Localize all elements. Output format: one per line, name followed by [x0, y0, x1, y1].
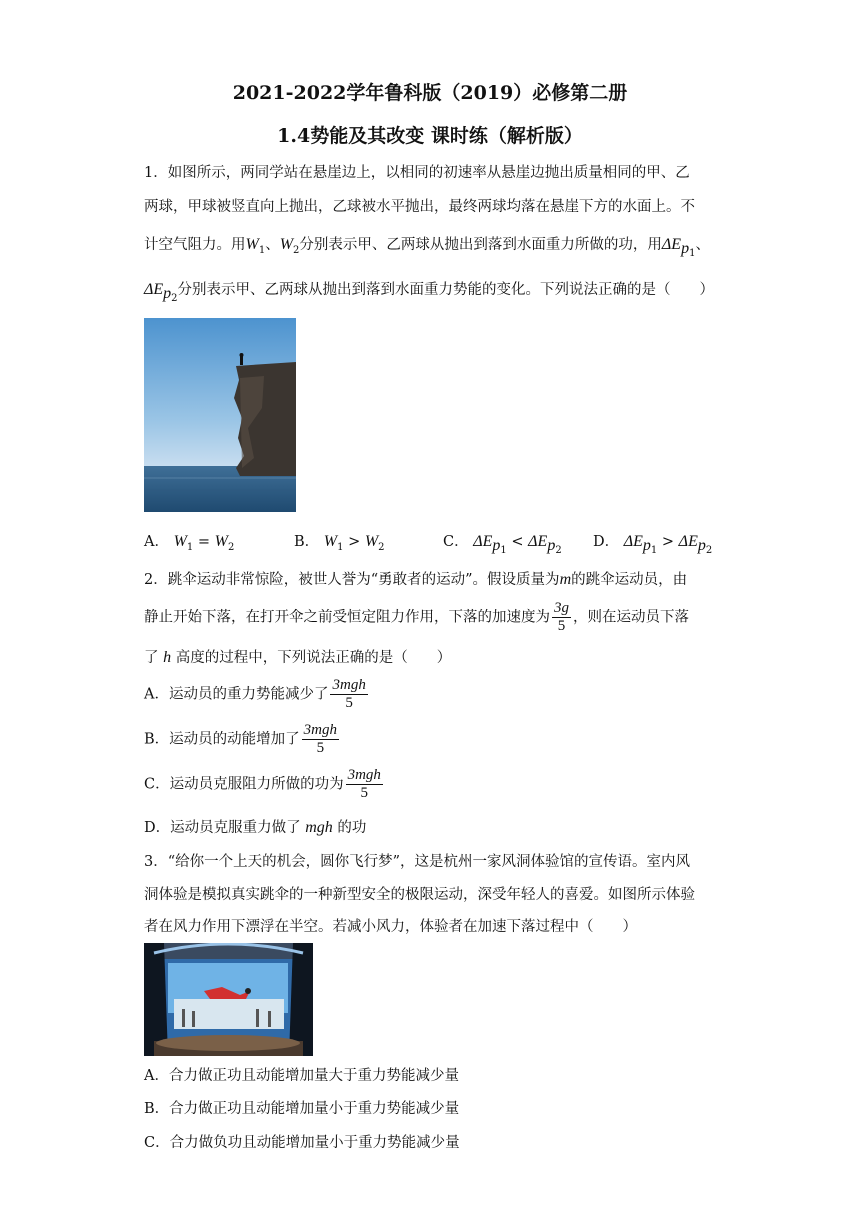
wind-tunnel-photo	[144, 943, 313, 1056]
q1-line-2: 两球，甲球被竖直向上抛出，乙球被水平抛出，最终两球均落在悬崖下方的水面上。不	[144, 199, 695, 215]
document-subtitle: 1.4势能及其改变 课时练（解析版）	[277, 125, 583, 147]
q2-option-b[interactable]: B．运动员的动能增加了 $\frac{\text{3mgh}}{5}$	[144, 722, 337, 756]
q2-line-2: 静止开始下落，在打开伞之前受恒定阻力作用，下落的加速度为 $\frac{3g}{5}$ ，则在运动员下落	[144, 600, 689, 634]
q1-option-c[interactable]: C． $\Delta E_{p_1} < \Delta E_{p_2}$	[443, 533, 562, 556]
document-title: 2021-2022学年鲁科版（2019）必修第二册	[232, 82, 628, 104]
q3-line-2: 洞体验是模拟真实跳伞的一种新型安全的极限运动，深受年轻人的喜爱。如图所示体验	[144, 887, 695, 903]
q2-line-1: 2．跳伞运动非常惊险，被世人誉为“勇敢者的运动”。假设质量为m的跳伞运动员，由	[144, 571, 688, 588]
q1-line-1: 1．如图所示，两同学站在悬崖边上，以相同的初速率从悬崖边抛出质量相同的甲、乙	[144, 165, 690, 181]
q1-line-3: 计空气阻力。用$W_1$、$W_2$分别表示甲、乙两球从抛出到落到水面重力所做的功，用$\Delta E_{p_1}$、	[144, 236, 710, 259]
q1-option-b[interactable]: B． $W_1 > W_2$	[294, 533, 385, 553]
q3-line-1: 3．“给你一个上天的机会，圆你飞行梦”，这是杭州一家风洞体验馆的宣传语。室内风	[144, 854, 691, 870]
fraction-3g-over-5: $\frac{3g}{5}$	[554, 600, 569, 634]
q3-option-a[interactable]: A．合力做正功且动能增加量大于重力势能减少量	[144, 1068, 459, 1084]
q1-option-d[interactable]: D． $\Delta E_{p_1} > \Delta E_{p_2}$	[593, 533, 713, 556]
q3-option-b[interactable]: B．合力做正功且动能增加量小于重力势能减少量	[144, 1101, 460, 1117]
q2-option-a[interactable]: A．运动员的重力势能减少了 $\frac{\text{3mgh}}{5}$	[144, 677, 366, 711]
q3-option-c[interactable]: C．合力做负功且动能增加量小于重力势能减少量	[144, 1135, 460, 1151]
q3-line-3: 者在风力作用下漂浮在半空。若减小风力，体验者在加速下落过程中（ ）	[144, 919, 637, 935]
q1-option-a[interactable]: A． $W_1 = W_2$	[144, 533, 235, 553]
q1-line-4: $\Delta E_{p_2}$分别表示甲、乙两球从抛出到落到水面重力势能的变化。下列说法正确的是（ ）	[144, 281, 715, 304]
q2-option-c[interactable]: C．运动员克服阻力所做的功为 $\frac{\text{3mgh}}{5}$	[144, 767, 381, 801]
q2-option-d[interactable]: D．运动员克服重力做了 mgh 的功	[144, 819, 367, 836]
q2-line-3: 了 h 高度的过程中，下列说法正确的是（ ）	[144, 649, 452, 666]
cliff-photo	[144, 318, 296, 512]
